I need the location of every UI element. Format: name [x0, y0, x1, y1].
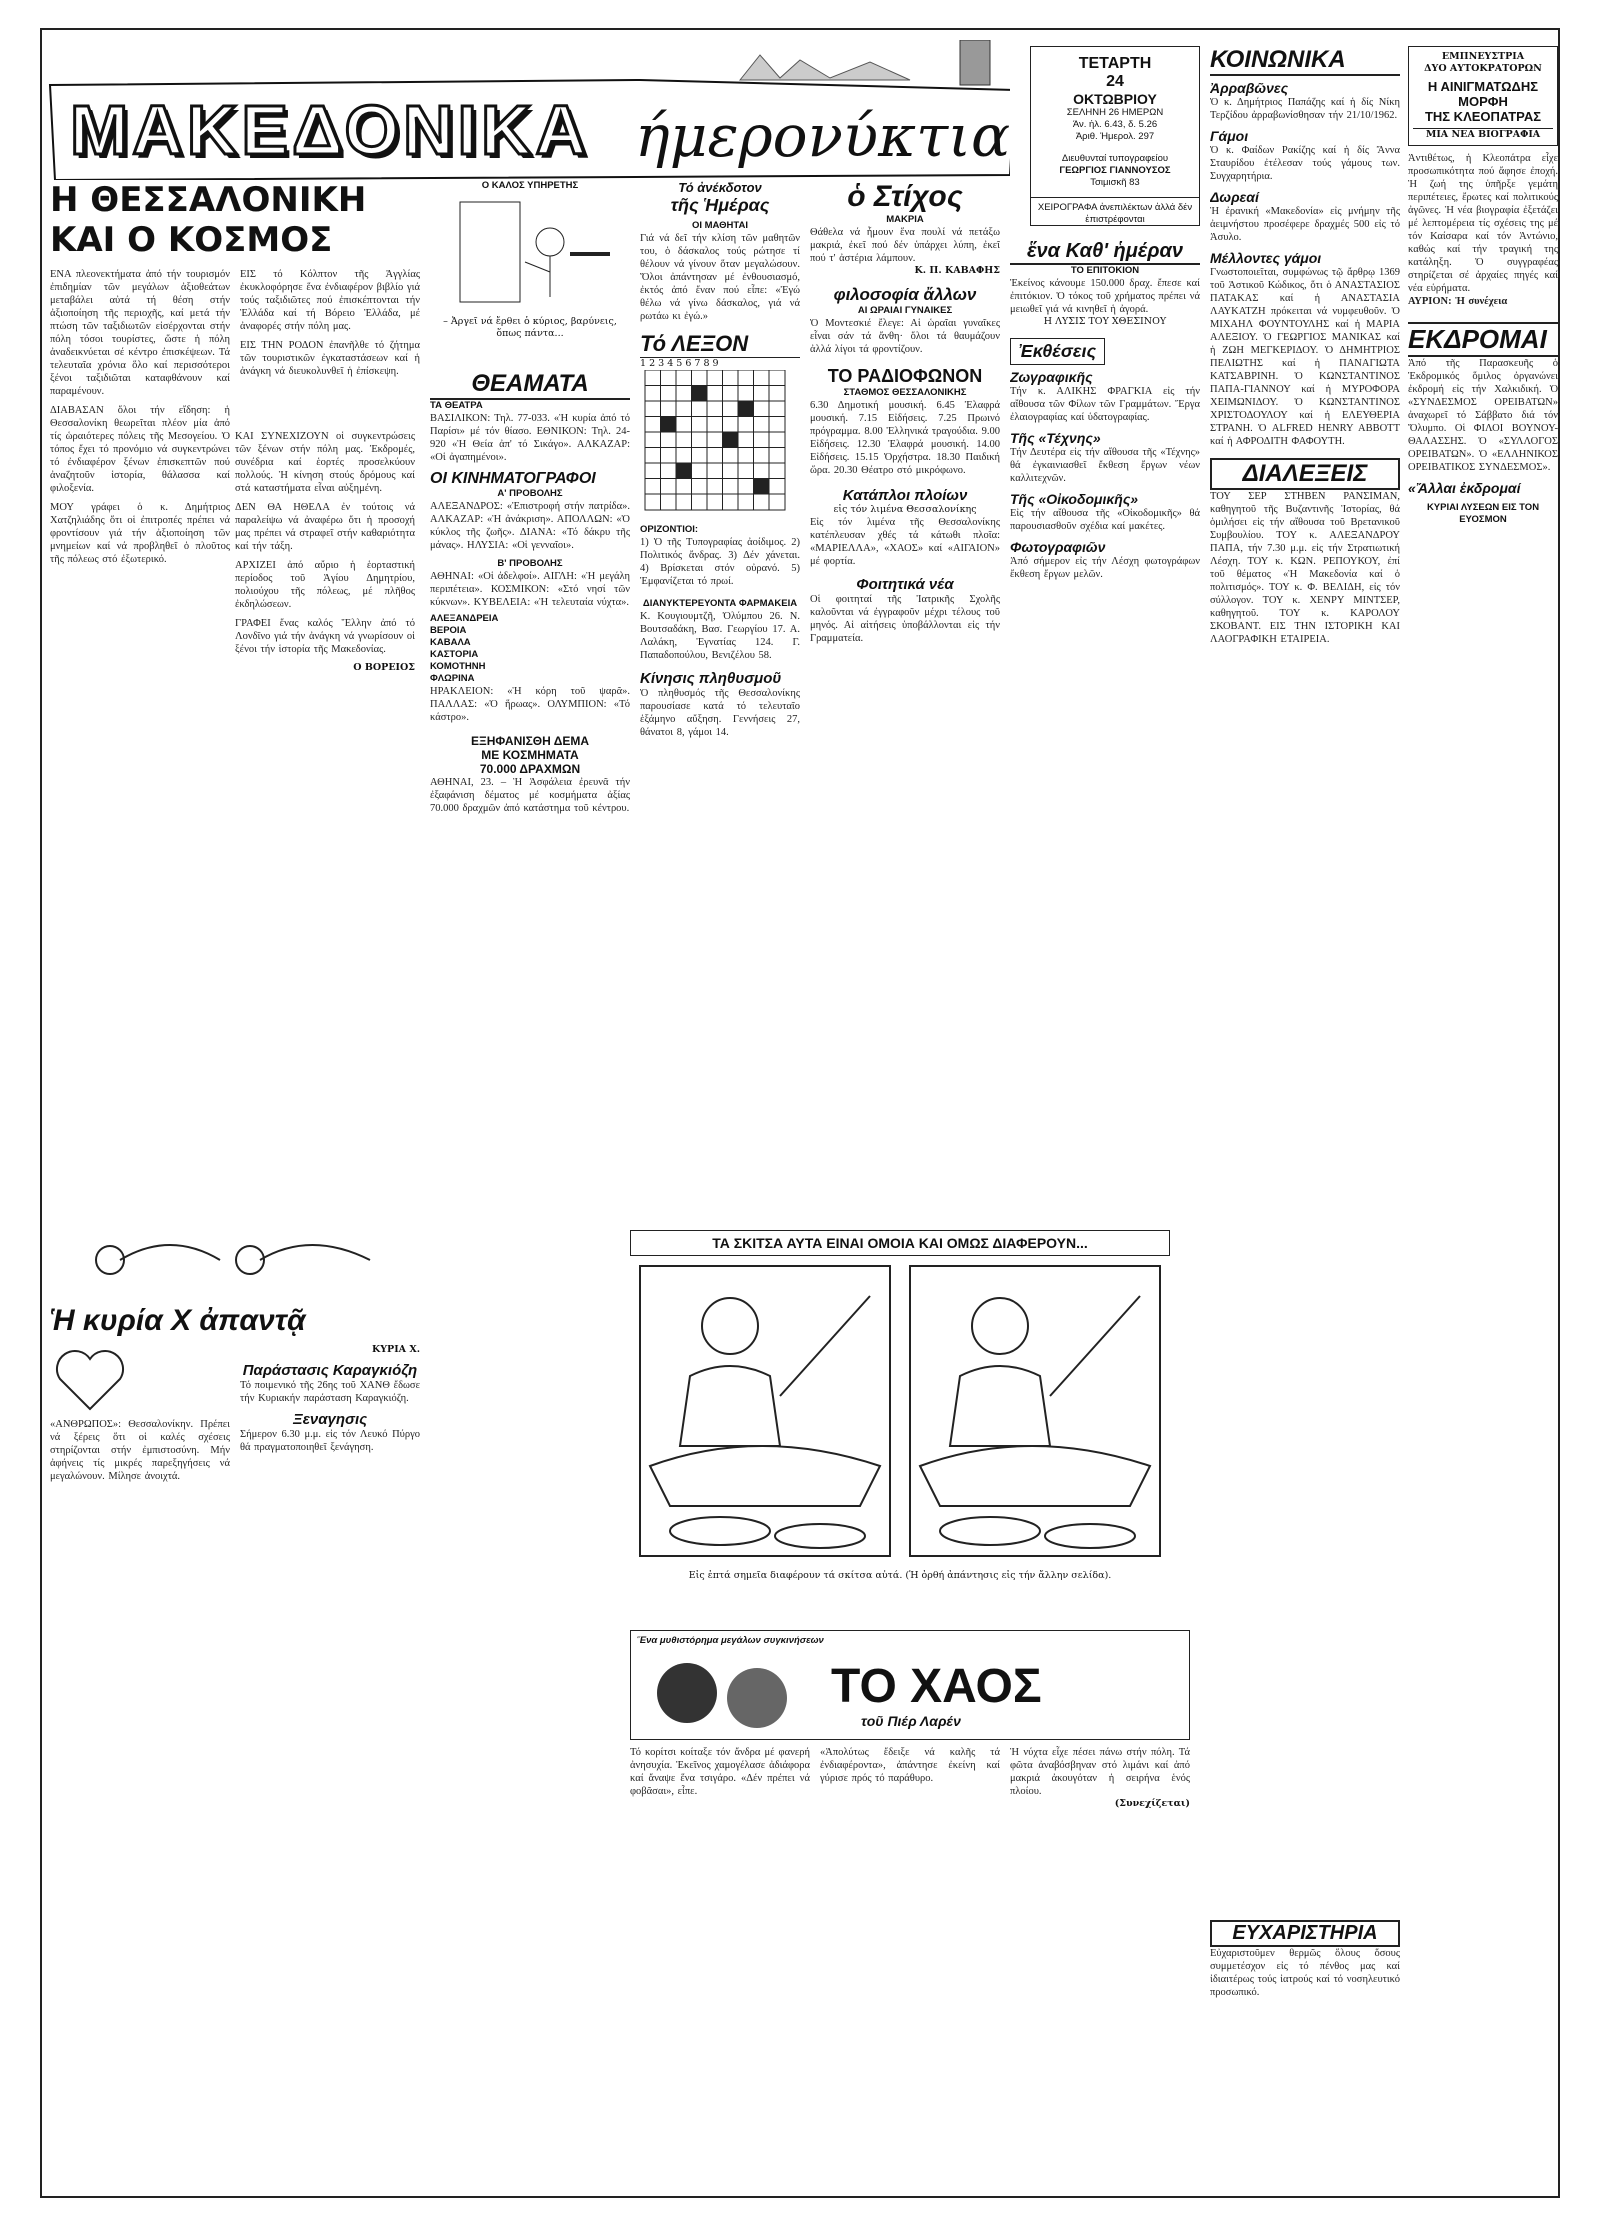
anecdote-header1: Τό ἀνέκδοτον — [678, 180, 762, 195]
differences-caption: Εἰς ἑπτά σημεῖα διαφέρουν τά σκίτσα αὐτά. (Ἡ ὀρθή ἀπάντησις εἰς τήν ἄλλην σελίδα). — [688, 1570, 1112, 1581]
kathimeran-author: Η ΛΥΣΙΣ ΤΟΥ ΧΘΕΣΙΝΟΥ — [1043, 316, 1167, 327]
date-sun: Άν. ἡλ. 6.43, δ. 5.26 — [1072, 119, 1158, 130]
cleopatra-title3: ΤΗΣ ΚΛΕΟΠΑΤΡΑΣ — [1424, 109, 1542, 124]
city-alexandreia: ΑΛΕΞΑΝΔΡΕΙΑ — [430, 613, 499, 624]
middle-article-para1: ΚΑΙ ΣΥΝΕΧΙΖΟΥΝ οἱ συγκεντρώσεις τῶν ξένων στήν πόλη μας. Ἐκδρομές, συνέδρια καί ἑορτές προσελκύουν πολλούς. Ἡ κίνηση στούς δρόμους καί στά καταστήματα εἶναι αὐξημένη. — [235, 431, 415, 494]
radio-text: 6.30 Δημοτική μουσική. 6.45 Ἐλαφρά μουσική. 7.15 Εἰδήσεις. 7.25 Πρωινό πρόγραμμα. 8.00 Ἐλληνικά τραγούδια. 9.00 Εἰδήσεις. 12.30 Ἐλαφρά μουσική. 14.00 Εἰδήσεις. 15.15 Ὀρχήστρα. 18.30 Παιδική ὥρα. 20.30 Θέατρο στό μικρόφωνο. — [810, 400, 1000, 476]
engagements-heading: Ἀρραβῶνες — [1210, 80, 1289, 96]
exhibition-photos: Φωτογραφιῶν — [1010, 539, 1106, 555]
differences-sketches — [630, 1256, 1170, 1566]
serial-text3: Ἡ νύχτα εἶχε πέσει πάνω στήν πόλη. Τά φῶτα ἀναβόσβηναν στό λιμάνι καί ἀπό μακριά ἀκουγόταν ἡ σειρήνα ἑνός πλοίου. — [1010, 1747, 1190, 1797]
left-article-para4: ΕΙΣ τό Κόλπτον τῆς Ἀγγλίας ἐκυκλοφόρησε ἕνα ἐνδιαφέρον βιβλίο γιά τούς ταξιδιῶτες πού ἐπισκέπτονται τήν Ἑλλάδα καί τή Βόρειο Ἑλλάδα, μέ ἀναφορές στήν πόλη μας. — [240, 269, 420, 332]
date-weekday: ΤΕΤΑΡΤΗ — [1078, 55, 1152, 72]
stichos-column — [810, 180, 1000, 900]
serial-novel — [630, 1630, 1190, 2190]
printer-name: ΓΕΩΡΓΙΟΣ ΓΙΑΝΝΟΥΣΟΣ — [1059, 165, 1171, 176]
serial-title: ΤΟ ΧΑΟΣ — [831, 1660, 1042, 1713]
cleopatra-continue: ΑΥΡΙΟΝ: Ἡ συνέχεια — [1408, 296, 1508, 307]
left-article-signature: Ο ΒΟΡΕΙΟΣ — [353, 662, 415, 673]
engagements-text: Ὁ κ. Δημήτριος Παπάζης καί ἡ δίς Νίκη Τερζίδου ἀρραβωνίσθησαν τήν 21/10/1962. — [1210, 97, 1400, 121]
cleopatra-header — [1408, 46, 1558, 146]
kyria-x-signature: ΚΥΡΙΑ Χ. — [372, 1344, 420, 1355]
theatres-text: ΒΑΣΙΛΙΚΟΝ: Τηλ. 77-033. «Ἡ κυρία ἀπό τό Παρίσι» μέ τόν θίασο. ΕΘΝΙΚΟΝ: Τηλ. 24-920 «Ἡ Θεία ἀπ' τό Σικάγο». ΑΛΚΑΖΑΡ: «Οἱ ἀγαπημένοι». — [430, 413, 630, 463]
students-text: Οἱ φοιτηταί τῆς Ἰατρικῆς Σχολῆς καλοῦνται νά ἐγγραφοῦν μέχρι τέλους τοῦ μηνός. Αἱ αἰτήσεις ὑποβάλλονται εἰς τήν Γραμματεία. — [810, 594, 1000, 644]
kyria-x-heart-icon — [50, 1344, 130, 1414]
cleopatra-kicker2: ΔΥΟ ΑΥΤΟΚΡΑΤΟΡΩΝ — [1424, 63, 1542, 74]
crossword-title: Τό ΛΕΞΟΝ — [640, 331, 800, 358]
city-florina: ΦΛΩΡΙΝΑ — [430, 673, 475, 684]
first-run-heading: Α' ΠΡΟΒΟΛΗΣ — [497, 488, 563, 499]
philosophy-heading: ΑΙ ΩΡΑΙΑΙ ΓΥΝΑΙΚΕΣ — [857, 305, 953, 316]
serial-kicker: Ἕνα μυθιστόρημα μεγάλων συγκινήσεων — [637, 1635, 824, 1646]
masthead-subtitle: ήμερονύκτια — [635, 102, 1011, 170]
date-moon: ΣΕΛΗΝΗ 26 ΗΜΕΡΩΝ — [1066, 107, 1164, 118]
crossword-horizontal-label: ΟΡΙΖΟΝΤΙΟΙ: — [640, 524, 699, 535]
tour-title: Ξεναγησις — [292, 1411, 368, 1428]
serial-text1: Τό κορίτσι κοίταξε τόν ἄνδρα μέ φανερή ἀνησυχία. Ἐκεῖνος χαμογέλασε ἀδιάφορα καί ἄναψε ἕνα τσιγάρο. «Δέν πρέπει νά φοβᾶσαι», εἶπε. — [630, 1747, 810, 1797]
provinces-text: ΗΡΑΚΛΕΙΟΝ: «Ἡ κόρη τοῦ ψαρᾶ». ΠΑΛΛΑΣ: «Ὁ ἥρωας». ΟΛΥΜΠΙΟΝ: «Τό κάστρο». — [430, 686, 630, 723]
philosophy-title: φιλοσοφία ἄλλων — [833, 285, 977, 304]
excursions-text: Ἀπό τῆς Παρασκευῆς ὁ Ἐκδρομικός ὅμιλος ὀργανώνει ἐκδρομή εἰς τήν Χαλκιδική. Ὁ «ΣΥΝΔΕΣΜΟΣ ΟΡΕΙΒΑΤΩΝ» ἀναχωρεῖ τό Σάββατο διά τόν Ὄλυμπο. Οἱ ΦΙΛΟΙ ΒΟΥΝΟΥ-ΘΑΛΑΣΣΗΣ. Ὁ «ΣΥΛΛΟΓΟΣ ΟΡΕΙΒΑΤΩΝ». Ὁ «ΕΛΛΗΝΙΚΟΣ ΟΡΕΙΒΑΤΙΚΟΣ ΣΥΝΔΕΣΜΟΣ». — [1408, 358, 1558, 473]
weddings-heading: Γάμοι — [1210, 128, 1249, 144]
serial-text2: «Ἀπολύτως ἔδειξε νά καλῆς τά ἐνδιαφέροντα», ἀπάντησε ἐκείνη καί γύρισε πρός τό παράθυρο. — [820, 1747, 1000, 1784]
population-text: Ὁ πληθυσμός τῆς Θεσσαλονίκης παρουσίασε κατά τό τελευταῖο ἑξάμηνο αὔξηση. Γεννήσεις 27, θάνατοι 8, γάμοι 14. — [640, 688, 800, 738]
differences-puzzle — [630, 1230, 1170, 1610]
cleopatra-sub: ΜΙΑ ΝΕΑ ΒΙΟΓΡΑΦΙΑ — [1413, 128, 1553, 141]
crossword-text: 1) Ὁ τῆς Τυπογραφίας ἀοίδιμος. 2) Πολιτικός ἄνδρας. 3) Δέν χάνεται. 4) Βρίσκεται στόν οὐρανό. 5) Ἐμφανίζεται τό πρωί. — [640, 537, 800, 587]
city-kavala: ΚΑΒΑΛΑ — [430, 637, 471, 648]
date-day: 24 — [1106, 73, 1124, 90]
weddings-text: Ὁ κ. Φαίδων Ρακίζης καί ἡ δίς Ἄννα Σταυρίδου ἐτέλεσαν τούς γάμους των. Συγχαρητήρια. — [1210, 145, 1400, 182]
first-run-text: ΑΛΕΞΑΝΔΡΟΣ: «Ἐπιστροφή στήν πατρίδα». ΑΛΚΑΖΑΡ: «Ἡ ἀνάκριση». ΑΠΟΛΛΩΝ: «Ὁ κύκλος τῆς ζωῆς». ΔΙΑΝΑ: «Τό δάκρυ τῆς μάνας». ΗΛΥΣΙΑ: «Οἱ γενναῖοι». — [430, 501, 630, 551]
middle-article-para2: ΔΕΝ ΘΑ ΗΘΕΛΑ ἐν τούτοις νά παραλείψω νά ἀναφέρω ὅτι ἡ προσοχή μας πρέπει νά στραφεῖ στήν καθαριότητα καί τήν τάξη. — [235, 502, 415, 552]
anecdote-header2: τῆς Ἡμέρας — [670, 195, 770, 215]
philosophy-text: Ὁ Μοντεσκιέ ἔλεγε: Αἱ ὡραῖαι γυναῖκες εἶναι σάν τά ἄνθη· ὅλοι τά θαυμάζουν ἀλλά λίγοι τά φροντίζουν. — [810, 318, 1000, 355]
anecdote-text: Γιά νά δεῖ τήν κλίση τῶν μαθητῶν του, ὁ δάσκαλος τούς ρώτησε τί θέλουν νά γίνουν ὅταν μεγαλώσουν. Ὅλοι ἀπάντησαν μέ ἐνθουσιασμό, ἐκτός ἀπό ἕναν πού εἶπε: «Ἐγώ θέλω νά γίνω δάσκαλος, γιά νά ρωτάω κι ἐγώ.» — [640, 233, 800, 322]
future-weddings-heading: Μέλλοντες γάμοι — [1210, 250, 1322, 266]
kyria-x-column — [50, 1220, 420, 2180]
printer-address: Τσιμισκῆ 83 — [1090, 177, 1140, 188]
exhibition-painting: Ζωγραφικῆς — [1010, 369, 1093, 385]
serial-header — [630, 1630, 1190, 1740]
donations-text: Ἡ ἐρανική «Μακεδονία» εἰς μνήμην τῆς ἀειμνήστου προσέφερε δραχμές 500 εἰς τό Ἀσυλο. — [1210, 206, 1400, 243]
city-veroia: ΒΕΡΟΙΑ — [430, 625, 467, 636]
kathimeran-title: ἕνα Καθ' ἡμέραν — [1010, 240, 1200, 265]
pharmacies-text: Κ. Κουγιουμτζῆ, Ὀλύμπου 26. Ν. Βουτσαδάκη, Βασ. Γεωργίου 17. Α. Λαλάκη, Ἐγνατίας 124. Γ. Παπαδοπούλου, Βενιζέλου 58. — [640, 611, 800, 661]
cleopatra-title1: Η ΑΙΝΙΓΜΑΤΩΔΗΣ — [1427, 79, 1539, 94]
excursions-tail: ΚΥΡΙΑΙ ΛΥΣΕΩΝ ΕΙΣ ΤΟΝ ΕΥΟΣΜΟΝ — [1426, 502, 1540, 525]
karagiozis-text: Τό ποιμενικό τῆς 26ης τοῦ ΧΑΝΘ ἔδωσε τήν Κυριακήν παράσταση Καραγκιόζη. — [240, 1380, 420, 1404]
lectures-text: ΤΟΥ ΣΕΡ ΣΤΗΒΕΝ ΡΑΝΣΙΜΑΝ, καθηγητοῦ τῆς Βυζαντινῆς Ἱστορίας, θά ὁμιλήσει εἰς τήν αἴθουσα τοῦ Βρετανικοῦ Συμβουλίου. ΤΟΥ κ. ΑΛΕΞΑΝΔΡΟΥ ΠΑΠΑ, τήν 7.30 μ.μ. εἰς τήν Στρατιωτική Λέσχη. ΤΟΥ κ. ΚΩΝ. ΡΕΠΟΥΚΟΥ, ἐπί τοῦ θέματος «Ἡ Μακεδονία καί ὁ πολιτισμός». ΤΟΥ κ. Φ. ΒΕΛΙΔΗ, εἰς τόν σύλλογον. ΤΟΥ κ. ΧΕΝΡΥ ΜΙΝΤΣΕΡ, καθηγητοῦ. ΤΟΥ κ. ΚΑΡΟΛΟΥ ΣΚΟΒΑΝΤ. ΕΙΣ ΤΗΝ ΙΣΤΟΡΙΚΗ ΚΑΙ ΛΑΟΓΡΑΦΙΚΗ ΕΤΑΙΡΕΙΑ. — [1210, 491, 1400, 645]
printer-label: Διευθυνταί τυπογραφείου — [1061, 153, 1169, 164]
exhibition-photos-text: Ἀπό σήμερον εἰς τήν Λέσχη φωτογράφων ἔκθεση ἔργων μελῶν. — [1010, 556, 1200, 580]
theft-text: ΑΘΗΝΑΙ, 23. – Ἡ Ἀσφάλεια ἐρευνᾶ τήν ἐξαφάνιση δέματος μέ κοσμήματα ἀξίας 70.000 δραχμῶν ἀπό κατάστημα τοῦ κέντρου. — [430, 777, 630, 814]
cartoon-caption-top: Ο ΚΑΛΟΣ ΥΠΗΡΕΤΗΣ — [481, 180, 579, 191]
cleopatra-kicker1: ΕΜΠΝΕΥΣΤΡΙΑ — [1441, 51, 1525, 62]
left-article-para1: ΕΝΑ πλεονεκτήματα ἀπό τήν τουρισμόν ἐπιδημίαν τῶν μεγάλων ἀξιοθεάτων μεταβάλει αὐτά τή θέση στήν ἀξιοποίηση τῆς περιοχῆς, καί μετά τήν πτώση τῶν ταξιδιωτῶν εἰσέρχονται στήν πόλη τόσοι τουρίστες, ὥστε ἡ πόλη ἀναδεικνύεται σέ κέντρο ἐπισκέψεων. Τά τελευταῖα χρόνια ὅλο καί περισσότεροι ξένοι ταξιδιῶται καταφθάνουν καί παραμένουν. — [50, 269, 230, 397]
exhibition-oikodomiki-text: Εἰς τήν αἴθουσα τῆς «Οἰκοδομικῆς» θά παρουσιασθοῦν σχέδια καί μακέτες. — [1010, 508, 1200, 532]
exhibition-techni-text: Τήν Δευτέρα εἰς τήν αἴθουσα τῆς «Τέχνης» θά ἐγκαινιασθεῖ ἔκθεση ἔργων νέων καλλιτεχνῶν. — [1010, 447, 1200, 484]
kathimeran-text: Ἐκείνος κάνουμε 150.000 δραχ. ἔπεσε καί ἐπιτόκιον. Ὁ τόκος τοῦ χρήματος πρέπει νά μειωθεῖ γιά νά κινηθεῖ ἡ ἀγορά. — [1010, 278, 1200, 315]
middle-article-para4: ΓΡΑΦΕΙ ἕνας καλός Ἕλλην ἀπό τό Λονδῖνο γιά τήν ἀνάγκη νά γνωρίσουν οἱ ξένοι τήν ἱστορία τῆς Μακεδονίας. — [235, 618, 415, 655]
anecdote-column — [640, 180, 800, 900]
left-article-title2: ΚΑΙ Ο ΚΟΣΜΟΣ — [50, 220, 333, 260]
middle-article — [235, 430, 415, 1210]
kyria-x-title: Ἡ κυρία Χ ἀπαντᾷ — [50, 1304, 306, 1337]
exhibitions-title: Ἐκθέσεις — [1010, 338, 1105, 365]
differences-title: ΤΑ ΣΚΙΤΣΑ ΑΥΤΑ ΕΙΝΑΙ ΟΜΟΙΑ ΚΑΙ ΟΜΩΣ ΔΙΑΦΕΡΟΥΝ... — [630, 1230, 1170, 1256]
stichos-heading: ΜΑΚΡΙΑ — [886, 214, 924, 225]
date-num: Ἀριθ. Ἡμερολ. 297 — [1075, 131, 1155, 142]
thanks-text: Εὐχαριστοῦμεν θερμῶς ὅλους ὅσους συμμετέσχον εἰς τό πένθος μας καί ἰδιαιτέρως τούς ἰατρούς καί τό νοσηλευτικό προσωπικό. — [1210, 1948, 1400, 1998]
students-title: Φοιτητικά νέα — [856, 576, 954, 593]
second-run-text: ΑΘΗΝΑΙ: «Οἱ ἀδελφοί». ΑΙΓΛΗ: «Ἡ μεγάλη περιπέτεια». ΚΟΣΜΙΚΟΝ: «Στό νησί τῶν κύκνων». ΚΥΒΕΛΕΙΑ: «Ἡ τελευταία νύχτα». — [430, 571, 630, 608]
second-run-heading: Β' ΠΡΟΒΟΛΗΣ — [497, 558, 563, 569]
stichos-title: ὁ Στίχος — [847, 180, 963, 213]
left-article-title1: Η ΘΕΣΣΑΛΟΝΙΚΗ — [50, 180, 367, 220]
exhibition-oikodomiki: Τῆς «Οἰκοδομικῆς» — [1010, 491, 1139, 507]
ships-sub: εἰς τόν λιμένα Θεσσαλονίκης — [833, 504, 977, 515]
kathimeran-sub: ΤΟ ΕΠΙΤΟΚΙΟΝ — [1070, 265, 1140, 276]
theft-title1: ΕΞΗΦΑΝΙΣΘΗ ΔΕΜΑ — [471, 734, 589, 748]
kyria-x-text: «ΑΝΘΡΩΠΟΣ»: Θεσσαλονίκην. Πρέπει νά ξέρεις ὅτι οἱ καλές σχέσεις στηρίζονται στήν ἐμπιστοσύνη. Μήν ἀφήνεις τίς μικρές παρεξηγήσεις νά μεγαλώνουν. Μίλησε ἀνοιχτά. — [50, 1419, 230, 1482]
masthead-title: ΜΑΚΕΔΟΝΙΚΑ — [70, 91, 591, 169]
theatres-heading: ΤΑ ΘΕΑΤΡΑ — [430, 400, 483, 411]
city-komotini: ΚΟΜΟΤΗΝΗ — [430, 661, 486, 672]
karagiozis-title: Παράστασις Καραγκιόζη — [242, 1362, 418, 1379]
pharmacies-title: ΔΙΑΝΥΚΤΕΡΕΥΟΝΤΑ ΦΑΡΜΑΚΕΙΑ — [642, 598, 798, 609]
cinemas-heading: ΟΙ ΚΙΝΗΜΑΤΟΓΡΑΦΟΙ — [430, 470, 596, 487]
lectures-title: ΔΙΑΛΕΞΕΙΣ — [1210, 458, 1400, 490]
excursions-sub: «Ἄλλαι ἐκδρομαί — [1408, 480, 1521, 496]
left-article-para2: ΔΙΑΒΑΣΑΝ ὅλοι τήν εἴδηση: ἡ Θεσσαλονίκη θεωρεῖται πλέον μία ἀπό τίς ὡραιότερες πόλεις τῆς Μεσογείου. Ὁ τόπος ἔχει τό προνόμιο νά συγκεντρώνει τό ἐνδιαφέρον ξένων ἐπισκεπτῶν πού ἀναζητοῦν ἱστορία, θάλασσα καί φιλοξενία. — [50, 405, 230, 494]
cleopatra-title2: ΜΟΡΦΗ — [1458, 94, 1508, 109]
koinonika-column — [1210, 46, 1400, 1146]
date-month: ΟΚΤΩΒΡΙΟΥ — [1073, 91, 1157, 107]
radio-sub: ΣΤΑΘΜΟΣ ΘΕΣΣΑΛΟΝΙΚΗΣ — [843, 387, 967, 398]
cleopatra-text: Ἀντιθέτως, ἡ Κλεοπάτρα εἶχε προσωπικότητα πού ἄφησε ἐποχή. Ἡ ζωή της ὑπῆρξε γεμάτη περιπέτειες, ἔρωτες καί πολιτικούς ἀγῶνες. Ἡ νέα βιογραφία ἐξετάζει μέ λεπτομέρεια τίς σχέσεις της μέ τόν Καίσαρα καί τόν Ἀντώνιο, καθώς καί τήν τραγική της κατάληξη. Ὁ συγγραφέας στηρίζεται σέ ἀρχαίες πηγές καί νέα εὑρήματα. — [1408, 153, 1558, 294]
kathimeran-column — [1010, 240, 1200, 1140]
city-kastoria: ΚΑΣΤΟΡΙΑ — [430, 649, 479, 660]
donations-heading: Δωρεαί — [1210, 189, 1259, 205]
serial-portraits — [637, 1643, 817, 1743]
theamata-title: ΘΕΑΜΑΤΑ — [430, 370, 630, 400]
cartoon-caption-bottom: – Ἀργεῖ νά ἔρθει ὁ κύριος, βαρύνεις, ὅπως πάντα... — [443, 316, 617, 339]
anecdote-title: ΟΙ ΜΑΘΗΤΑΙ — [691, 220, 749, 231]
cleopatra-column — [1408, 46, 1558, 1226]
population-title: Κίνησις πληθυσμοῦ — [640, 670, 782, 687]
theft-title2: ΜΕ ΚΟΣΜΗΜΑΤΑ — [481, 748, 579, 762]
ships-text: Εἰς τόν λιμένα τῆς Θεσσαλονίκης κατέπλευσαν χθές τά κάτωθι πλοῖα: «ΜΑΡΙΕΛΛΑ», «ΧΑΟΣ» καί «ΑΙΓΑΙΟΝ» μέ φορτία. — [810, 517, 1000, 567]
theamata-column — [430, 370, 630, 1310]
exhibition-techni: Τῆς «Τέχνης» — [1010, 430, 1101, 446]
thanks-title: ΕΥΧΑΡΙΣΤΗΡΙΑ — [1210, 1920, 1400, 1947]
stichos-author: Κ. Π. ΚΑΒΑΦΗΣ — [914, 265, 1000, 276]
ships-title: Κατάπλοι πλοίων — [842, 487, 968, 504]
theft-title3: 70.000 ΔΡΑΧΜΩΝ — [479, 762, 581, 776]
left-article-para3: ΜΟΥ γράφει ὁ κ. Δημήτριος Χατζηλιάδης ὅτι οἱ ἐπιτροπές πρέπει νά φροντίσουν γιά τήν ἀξιοποίηση τῶν μνημείων καί νά προβληθεῖ ὁ πλοῦτος τῆς πόλεως στό ἐξωτερικό. — [50, 502, 230, 565]
thanks-column — [1210, 1920, 1400, 2180]
crossword-numbers: 1 2 3 4 5 6 7 8 9 — [640, 358, 719, 369]
date-box — [1030, 46, 1200, 226]
kyria-x-illustration — [50, 1220, 420, 1300]
left-article-para5: ΕΙΣ ΤΗΝ ΡΟΔΟΝ ἐπανῆλθε τό ζήτημα τῶν τουριστικῶν ἐγκαταστάσεων καί ἡ ἀνάγκη νά διευκολυνθεῖ ἡ ἐπίσκεψη. — [240, 340, 420, 377]
crossword-grid — [640, 370, 790, 520]
date-note: ΧΕΙΡΟΓΡΑΦΑ ἀνεπιλέκτων ἀλλά δέν ἐπιστρέφονται — [1031, 197, 1199, 226]
koinonika-title: ΚΟΙΝΩΝΙΚΑ — [1210, 46, 1400, 76]
serial-continue: (Συνεχίζεται) — [1114, 1798, 1190, 1809]
exhibition-painting-text: Τήν κ. ΑΛΙΚΗΣ ΦΡΑΓΚΙΑ εἰς τήν αἴθουσα τῶν Φίλων τῶν Γραμμάτων. Ἔργα ἐλαιογραφίας καί ὑδατογραφίας. — [1010, 386, 1200, 423]
cartoon-box — [430, 180, 630, 360]
cartoon-image — [430, 192, 630, 312]
future-weddings-text: Γνωστοποιεῖται, συμφώνως τῷ ἄρθρῳ 1369 τοῦ Ἀστικοῦ Κώδικος, ὅτι ὁ ΑΝΑΣΤΑΣΙΟΣ ΠΑΤΑΚΑΣ καί ἡ ΑΝΑΣΤΑΣΙΑ ΛΑΥΚΑΤΖΗ πρόκειται νά νυμφευθοῦν. Ὁ ΜΙΧΑΗΛ ΦΟΥΝΤΟΥΛΗΣ καί ἡ ΜΑΡΙΑ ΑΛΕΞΙΟΥ. Ὁ ΓΕΩΡΓΙΟΣ ΜΑΝΙΚΑΣ καί ἡ ΖΩΗ ΜΕΓΚΕΡΙΔΟΥ. Ὁ ΔΗΜΗΤΡΙΟΣ ΠΕΛΙΩΤΗΣ καί ἡ ΠΑΝΑΓΙΩΤΑ ΚΑΤΣΑΒΡΙΝΗ. Ὁ ΚΩΝΣΤΑΝΤΙΝΟΣ ΠΑΠΑ-ΓΙΑΝΝΟΥ καί ἡ ΜΥΡΟΦΟΡΑ ΧΕΙΜΩΝΙΔΟΥ. Ὁ ΚΩΝΣΤΑΝΤΙΝΟΣ ΧΡΙΣΤΟΔΟΥΛΟΥ καί ἡ ΕΛΕΥΘΕΡΙΑ ΣΤΡΑΝΗ. Ὁ ALFRED HENRY ABBOTT καί ἡ ΑΦΡΟΔΙΤΗ ΦΑΦΟΥΤΗ. — [1210, 267, 1400, 447]
middle-article-para3: ΑΡΧΙΖΕΙ ἀπό αὔριο ἡ ἑορταστική περίοδος τοῦ Ἁγίου Δημητρίου, πολιούχου τῆς πόλεως, μέ πλῆθος ἐκδηλώσεων. — [235, 560, 415, 610]
radio-title: ΤΟ ΡΑΔΙΟΦΩΝΟΝ — [827, 366, 983, 386]
excursions-title: ΕΚΔΡΟΜΑΙ — [1408, 322, 1558, 357]
serial-author: τοῦ Πιέρ Λαρέν — [861, 1713, 961, 1729]
tour-text: Σήμερον 6.30 μ.μ. εἰς τόν Λευκό Πύργο θά πραγματοποιηθεῖ ξενάγηση. — [240, 1429, 420, 1453]
stichos-text: Θάθελα νά ἦμουν ἕνα πουλί νά πετάξω μακριά, ἐκεῖ πού δέν ὑπάρχει λύπη, ἐκεῖ πού τ' ἀστέρια λάμπουν. — [810, 227, 1000, 264]
masthead — [40, 40, 1010, 180]
